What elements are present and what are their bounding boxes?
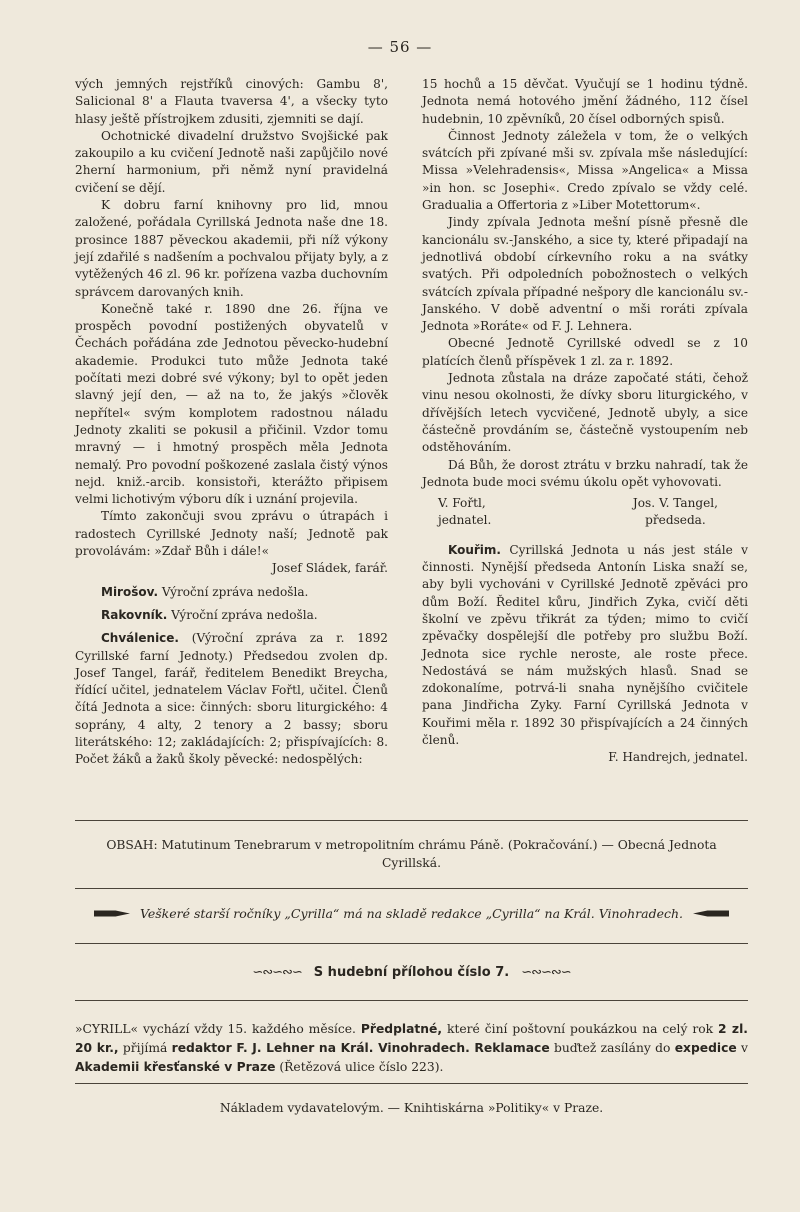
parish-name: Chválenice.	[101, 631, 179, 646]
right-column	[422, 76, 748, 773]
signature-secretary	[438, 495, 491, 530]
signature-name: Jos. V. Tangel,	[632, 496, 718, 511]
supplement-text: S hudební přílohou číslo 7.	[313, 965, 510, 980]
parish-name: Kouřim.	[448, 542, 501, 557]
divider	[75, 888, 748, 889]
pointing-hand-icon	[693, 909, 729, 919]
parish-name: Mirošov.	[101, 584, 159, 599]
parish-name: Rakovník.	[101, 607, 168, 622]
subscription-text: v	[741, 1041, 748, 1055]
subscription-info	[75, 1020, 748, 1077]
paragraph: vých jemných rejstříků cinových: Gambu 8', Salicional 8' a Flauta tvaversa 4', a všecky tyto hlasy ještě přístrojkem zdusiti, zjemniti se dají.	[75, 77, 388, 126]
subscription-text: (Řetězová ulice číslo 223).	[279, 1060, 444, 1074]
parish-report-mirosov	[75, 584, 388, 601]
divider	[75, 1083, 748, 1084]
parish-text: (Výroční zpráva za r. 1892 Cyrillské farní Jednoty.) Předsedou zvolen dp. Josef Tangel, farář, ředitelem Benedikt Breycha, řídící učitel, jednatelem Václav Fořtl, učitel. Členů čítá Jednota a sice: činných: sboru liturgického: 4 soprány, 4 alty, 2 tenory a 2 bassy; sboru literátského: 12; zakládajících: 2; přispívajících: 8. Počet žáků a žaků školy pěvecké: nedospělých:	[75, 631, 388, 767]
subscription-text: redaktor F. J. Lehner na Král. Vinohradech. Reklamace	[171, 1041, 550, 1055]
parish-report-rakovnik	[75, 607, 388, 624]
pointing-hand-icon	[94, 909, 130, 919]
parish-text: Cyrillská Jednota u nás jest stále v činnosti. Nynější předseda Antonín Liska snaží se, aby byli vychováni v Cyrillské Jednotě zpěváci pro dům Boží. Ředitel kůru, Jindřich Zyka, cvičí děti školní ve zpěvu třikrát za týden; mimo to cvičí zpěvačky dospělejší dle potřeby pro službu Boží. Jednota sice rychle neroste, ale roste přece. Nedostává se nám mužských hlasů. Snad se zdokonalíme, potrvá-li snaha nynějšího cvičitele pana Jindřicha Zyky. Farní Cyrillská Jednota v Kouřimi měla r. 1892 30 přispívajících a 24 činných členů.	[422, 542, 748, 747]
paragraph: Tímto zakončuji svou zprávu o útrapách i radostech Cyrillské Jednoty naší; Jednotě pak provolávám: »Zdař Bůh i dále!«	[75, 509, 388, 559]
left-column	[75, 76, 388, 769]
publisher-line: Nákladem vydavatelovým. — Knihtiskárna »Politiky« v Praze.	[219, 1101, 604, 1115]
subscription-price: 2 zl. 20 kr.,	[75, 1022, 748, 1055]
paragraph: Konečně také r. 1890 dne 26. října ve prospěch povodní postižených obyvatelů v Čechách pořádána zde Jednotou pěvecko-hudební akademie. Produkci tuto může Jednota také počítati mezi dobré své výkony; byl to opět jeden slavný její den, — až na to, že jakýs »člověk nepřítel« svým komplotem radostnou náladu Jednoty zkaliti se pokusil a přičinil. Vzdor tomu mravný — i hmotný prospěch měla Jednota nemalý. Pro povodní poškozené zaslala čistý výnos nejd. kniž.-arcib. konsistoři, kterážto připisem velmi lichotivým výboru dík i uznání projevila.	[75, 301, 388, 507]
signature: F. Handrejch, jednatel.	[608, 750, 748, 765]
flourish-ornament-icon: ∽∾∽∾∽	[252, 965, 302, 980]
parish-report-kourim	[422, 542, 748, 750]
paragraph: K dobru farní knihovny pro lid, mnou založené, pořádala Cyrillská Jednota naše dne 18. prosince 1887 pěveckou akademii, při níž výkony její zdařilé s nadšením a pochvalou přijaty byly, a z vytěžených 46 zl. 96 kr. pořízena vazba duchovním správcem darovaných knih.	[75, 198, 388, 299]
subscription-text: Akademii křesťanské v Praze	[75, 1060, 276, 1074]
signature: Josef Sládek, farář.	[271, 561, 388, 576]
subscription-text: přijímá	[122, 1041, 168, 1055]
signature-name: V. Fořtl,	[438, 496, 486, 511]
signature-role: předseda.	[645, 513, 706, 528]
subscription-text: buďtež zasílány do	[553, 1041, 671, 1055]
subscription-text: expedice	[674, 1041, 737, 1055]
stock-note-text: Veškeré starší ročníky „Cyrilla“ má na skladě redakce „Cyrilla“ na Král. Vinohradech.	[139, 906, 683, 921]
stock-note	[75, 906, 748, 921]
supplement-note	[75, 965, 748, 980]
signature-role: jednatel.	[438, 513, 492, 528]
parish-report-chvalenice	[75, 630, 388, 768]
subscription-text: »CYRILL« vychází vždy 15. každého měsíce.	[75, 1022, 356, 1036]
parish-text: Výroční zpráva nedošla.	[161, 584, 309, 599]
divider	[75, 1000, 748, 1001]
contents-line: OBSAH: Matutinum Tenebrarum v metropolitním chrámu Páně. (Pokračování.) — Obecná Jednota Cyrillská.	[106, 838, 717, 870]
paragraph: Dá Bůh, že dorost ztrátu v brzku nahradí, tak že Jednota bude moci svému úkolu opět vyhovovati.	[422, 457, 748, 489]
paragraph: Ochotnické divadelní družstvo Svojšické pak zakoupilo a ku cvičení Jednotě naši zapůjčilo nové 2herní harmonium, při němž nyní pravidelná cvičení se dějí.	[75, 128, 388, 195]
flourish-ornament-icon: ∽∾∽∾∽	[521, 965, 571, 980]
signature-chairman	[633, 495, 748, 530]
paragraph: Jednota zůstala na dráze započaté státi, čehož vinu nesou okolnosti, že dívky sboru liturgického, v dřívějších letech vycvičené, Jednotě ubyly, a sice částečně provdáním se, částečně vystoupením neb odstěhováním.	[422, 371, 748, 455]
subscription-text: Předplatné,	[360, 1022, 443, 1036]
paragraph: Činnost Jednoty záležela v tom, že o velkých svátcích při zpívané mši sv. zpívala mše následující: Missa »Velehradensis«, Missa »Angelica« a Missa »in hon. sc Josephi«. Credo zpívalo se vždy celé. Gradualia a Offertoria z »Liber Motettorum«.	[422, 128, 748, 213]
signatures	[438, 495, 748, 530]
paragraph: 15 hochů a 15 děvčat. Vyučují se 1 hodinu týdně. Jednota nemá hotového jmění žádného, 112 čísel hudebnin, 10 zpěvníků, 20 čísel odborných spisů.	[422, 77, 748, 126]
parish-text: Výroční zpráva nedošla.	[171, 607, 318, 622]
paragraph: Obecné Jednotě Cyrillské odvedl se z 10 platících členů příspěvek 1 zl. za r. 1892.	[422, 336, 748, 368]
page-number: — 56 —	[367, 38, 433, 56]
divider	[75, 820, 748, 821]
paragraph: Jindy zpívala Jednota mešní písně přesně dle kancionálu sv.-Janského, a sice ty, které připadají na jednotlivá období církevního roku a na svátky svatých. Při odpoledních pobožnostech o velkých svátcích zpívala případné nešpory dle kancionálu sv.-Janského. V době adventní o mši roráti zpívala Jednota »Roráte« od F. J. Lehnera.	[422, 215, 748, 334]
subscription-text: které činí poštovní poukázkou na celý rok	[447, 1022, 714, 1036]
divider	[75, 943, 748, 944]
